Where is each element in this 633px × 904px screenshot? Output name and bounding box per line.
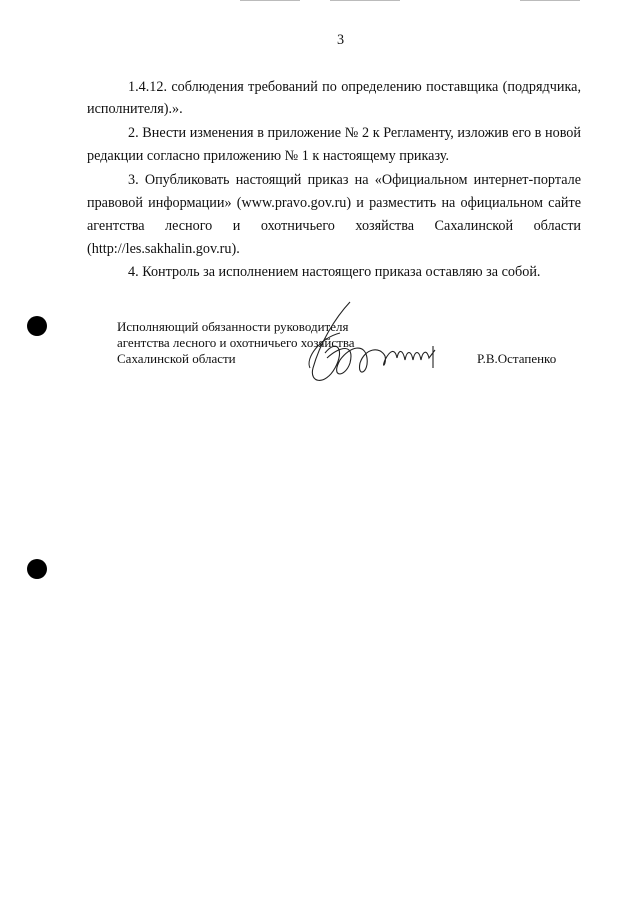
paragraph-4-line: 4. Контроль за исполнением настоящего приказа оставляю за собой. <box>128 264 541 280</box>
scan-edge-mark <box>520 0 580 1</box>
punch-hole <box>27 559 47 579</box>
paragraph-1-line: 1.4.12. соблюдения требований по определению поставщика (подрядчика, <box>128 79 581 95</box>
paragraph-2-line: 2. Внести изменения в приложение № 2 к Регламенту, изложив его в новой <box>128 125 581 141</box>
paragraph-1-line: исполнителя).». <box>87 101 183 117</box>
punch-hole <box>27 316 47 336</box>
signatory-position: Исполняющий обязанности руководителя <box>117 319 349 334</box>
page-number: 3 <box>337 32 345 48</box>
paragraph-3-line: (http://les.sakhalin.gov.ru). <box>87 241 240 257</box>
paragraph-3-line: правовой информации» (www.pravo.gov.ru) и разместить на официальном сайте <box>87 195 581 211</box>
scan-edge-mark <box>330 0 400 1</box>
signatory-position: агентства лесного и охотничьего хозяйства <box>117 335 355 350</box>
paragraph-3-line: агентства лесного и охотничьего хозяйства Сахалинской области <box>87 218 581 234</box>
handwritten-signature <box>295 298 475 388</box>
signatory-name: Р.В.Остапенко <box>477 351 557 366</box>
scan-edge-mark <box>240 0 300 1</box>
signatory-position: Сахалинской области <box>117 351 236 366</box>
paragraph-3-line: 3. Опубликовать настоящий приказ на «Официальном интернет-портале <box>128 172 581 188</box>
paragraph-2-line: редакции согласно приложению № 1 к настоящему приказу. <box>87 148 450 164</box>
